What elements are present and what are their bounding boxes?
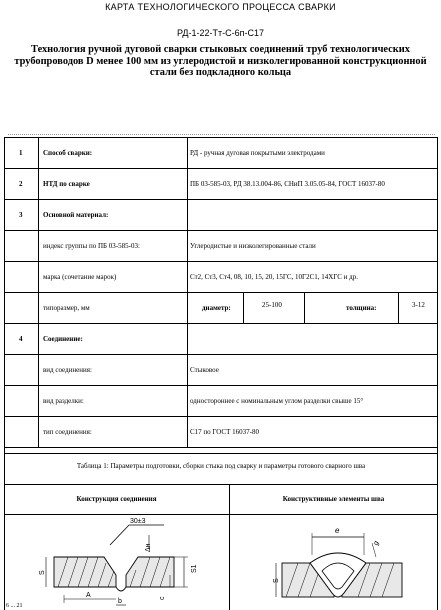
row-divider xyxy=(4,484,438,485)
joint-type-value: С17 по ГОСТ 16037-80 xyxy=(190,428,259,436)
group-index-label: индекс группы по ПБ 03-585-03: xyxy=(43,242,140,250)
document-title: КАРТА ТЕХНОЛОГИЧЕСКОГО ПРОЦЕССА СВАРКИ xyxy=(105,2,336,12)
row-number: 3 xyxy=(19,211,23,219)
separator-line xyxy=(8,134,435,135)
col-divider xyxy=(398,292,399,323)
base-material-label: Основной материал: xyxy=(43,211,109,219)
joint-kind-value: Стыковое xyxy=(190,366,219,374)
table-border xyxy=(4,137,5,610)
row-divider xyxy=(4,416,438,417)
weld-elements-drawing xyxy=(272,515,412,610)
row-divider xyxy=(4,230,438,231)
row-number: 2 xyxy=(19,180,23,188)
standards-label: НТД по сварке xyxy=(43,180,90,188)
table-border xyxy=(437,137,438,610)
row-divider xyxy=(4,354,438,355)
row-divider xyxy=(4,292,438,293)
offset-a-dimension: A xyxy=(86,592,91,599)
thickness-value: 3-12 xyxy=(412,301,425,309)
weld-width-e-dimension: e xyxy=(335,526,340,535)
table1-caption: Таблица 1: Параметры подготовки, сборки стыка под сварку и параметры готового сварного шва xyxy=(76,462,366,470)
joint-kind-label: вид соединения: xyxy=(43,366,92,374)
row-divider xyxy=(4,453,438,454)
row-divider xyxy=(4,261,438,262)
row-divider xyxy=(4,385,438,386)
thickness-label: толщина: xyxy=(346,304,377,312)
joint-type-label: тип соединения: xyxy=(43,428,92,436)
gap-b-dimension: b xyxy=(118,598,122,605)
groove-kind-label: вид разделки: xyxy=(43,397,84,405)
weld-height-g-dimension: g xyxy=(372,540,381,547)
diameter-value: 25-100 xyxy=(262,301,282,309)
root-face-dimension: c xyxy=(159,596,166,600)
col-divider xyxy=(243,292,244,323)
col-divider xyxy=(304,292,305,323)
table-border xyxy=(4,137,438,138)
reinforcement-dimension: Δн xyxy=(145,543,152,552)
col-divider xyxy=(187,137,188,447)
standards-value: ПБ 03-585-03, РД 38.13.004-86, СНиП 3.05.05-84, ГОСТ 16037-80 xyxy=(190,180,385,188)
thickness-s-dimension: S xyxy=(39,570,46,575)
table1-col-joint-design: Конструкция соединения xyxy=(76,495,157,503)
welding-method-label: Способ сварки: xyxy=(43,149,93,157)
thickness-s1-dimension: S1 xyxy=(191,564,198,573)
col-divider xyxy=(38,137,39,447)
joint-design-drawing xyxy=(34,515,209,610)
diameter-label: диаметр: xyxy=(202,304,231,312)
page-number: 6 ... 21 xyxy=(6,603,23,609)
document-code: РД-1-22-Тт-С-6п-С17 xyxy=(176,28,264,38)
angle-dimension: 30±3 xyxy=(130,518,146,525)
joint-label: Соединение: xyxy=(43,335,83,343)
process-table xyxy=(4,137,438,610)
steel-grade-label: марка (сочетание марок) xyxy=(43,273,117,281)
row-divider xyxy=(4,323,438,324)
thickness-s-dimension: S xyxy=(273,578,280,583)
row-number: 1 xyxy=(19,149,23,157)
row-divider xyxy=(4,447,438,448)
groove-kind-value: одностороннее с номинальным углом разделки свыше 15° xyxy=(190,397,364,405)
table1-col-weld-elements: Конструктивные элементы шва xyxy=(282,495,385,503)
welding-method-value: РД - ручная дуговая покрытыми электродами xyxy=(190,149,325,157)
steel-grade-value: Ст2, Ст3, Ст4, 08, 10, 15, 20, 15ГС, 10Г2С1, 14ХГС и др. xyxy=(190,273,358,281)
row-divider xyxy=(4,168,438,169)
group-index-value: Углеродистые и низколегированные стали xyxy=(190,242,316,250)
size-label: типоразмер, мм xyxy=(43,304,90,312)
row-number: 4 xyxy=(19,335,23,343)
row-divider xyxy=(4,199,438,200)
document-subtitle: Технология ручной дуговой сварки стыковых соединений труб технологических трубопроводов D менее 100 мм из углеродистой и низколегированной конструкционной стали без подкладного кольца xyxy=(14,44,427,78)
